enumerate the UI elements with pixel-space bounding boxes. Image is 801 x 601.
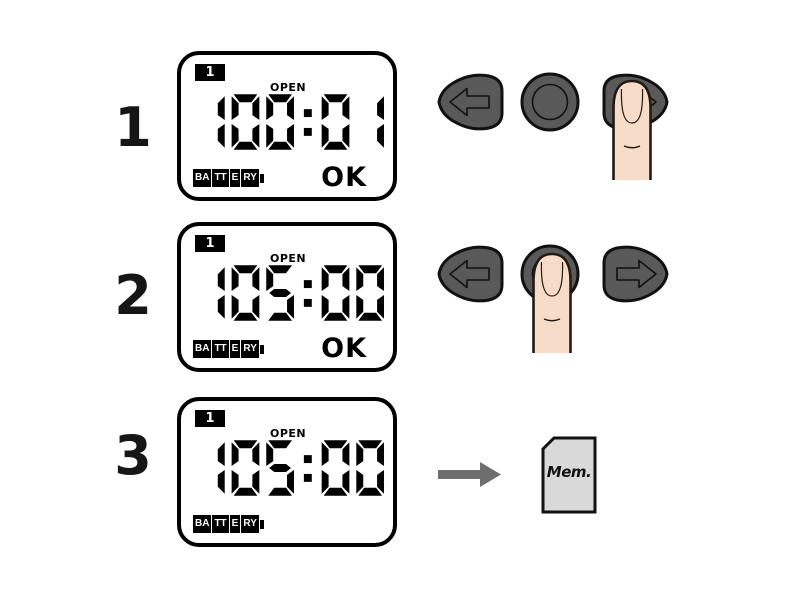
lcd-display-step2 <box>177 222 397 372</box>
time-display <box>197 94 385 151</box>
battery-cell: RY <box>241 515 259 533</box>
battery-terminal <box>260 520 264 529</box>
ok-label: OK <box>321 333 367 364</box>
battery-cell: E <box>230 515 241 533</box>
step-number-3: 3 <box>114 424 152 487</box>
battery-cell: TT <box>212 169 228 187</box>
battery-terminal <box>260 345 264 354</box>
battery-indicator <box>193 340 264 358</box>
right-arrow-icon <box>438 461 502 488</box>
battery-cell: RY <box>241 340 259 358</box>
battery-cell: BA <box>193 515 211 533</box>
memory-card-label: Mem. <box>546 463 592 481</box>
step-number-2: 2 <box>114 264 152 327</box>
open-label: OPEN <box>270 252 307 265</box>
battery-cell: RY <box>241 169 259 187</box>
battery-indicator <box>193 169 264 187</box>
lcd-display-step1 <box>177 51 397 201</box>
lcd-display-step3 <box>177 397 397 547</box>
left-arrow-button <box>437 243 505 305</box>
battery-cell: BA <box>193 169 211 187</box>
open-label: OPEN <box>270 81 307 94</box>
program-number-badge: 1 <box>195 235 225 252</box>
program-number-badge: 1 <box>195 410 225 427</box>
battery-cell: BA <box>193 340 211 358</box>
pressing-finger-icon <box>530 246 574 356</box>
pressing-finger-icon <box>610 76 654 180</box>
left-arrow-button <box>437 71 505 133</box>
round-button <box>518 71 582 133</box>
battery-terminal <box>260 174 264 183</box>
battery-cell: E <box>230 340 241 358</box>
battery-cell: E <box>230 169 241 187</box>
ok-label: OK <box>321 162 367 193</box>
battery-cell: TT <box>212 340 228 358</box>
time-display <box>197 265 385 322</box>
open-label: OPEN <box>270 427 307 440</box>
time-display <box>197 440 385 497</box>
step-number-1: 1 <box>114 96 152 159</box>
program-number-badge: 1 <box>195 64 225 81</box>
battery-cell: TT <box>212 515 228 533</box>
battery-indicator <box>193 515 264 533</box>
right-arrow-button <box>601 243 669 305</box>
memory-card <box>541 436 597 514</box>
